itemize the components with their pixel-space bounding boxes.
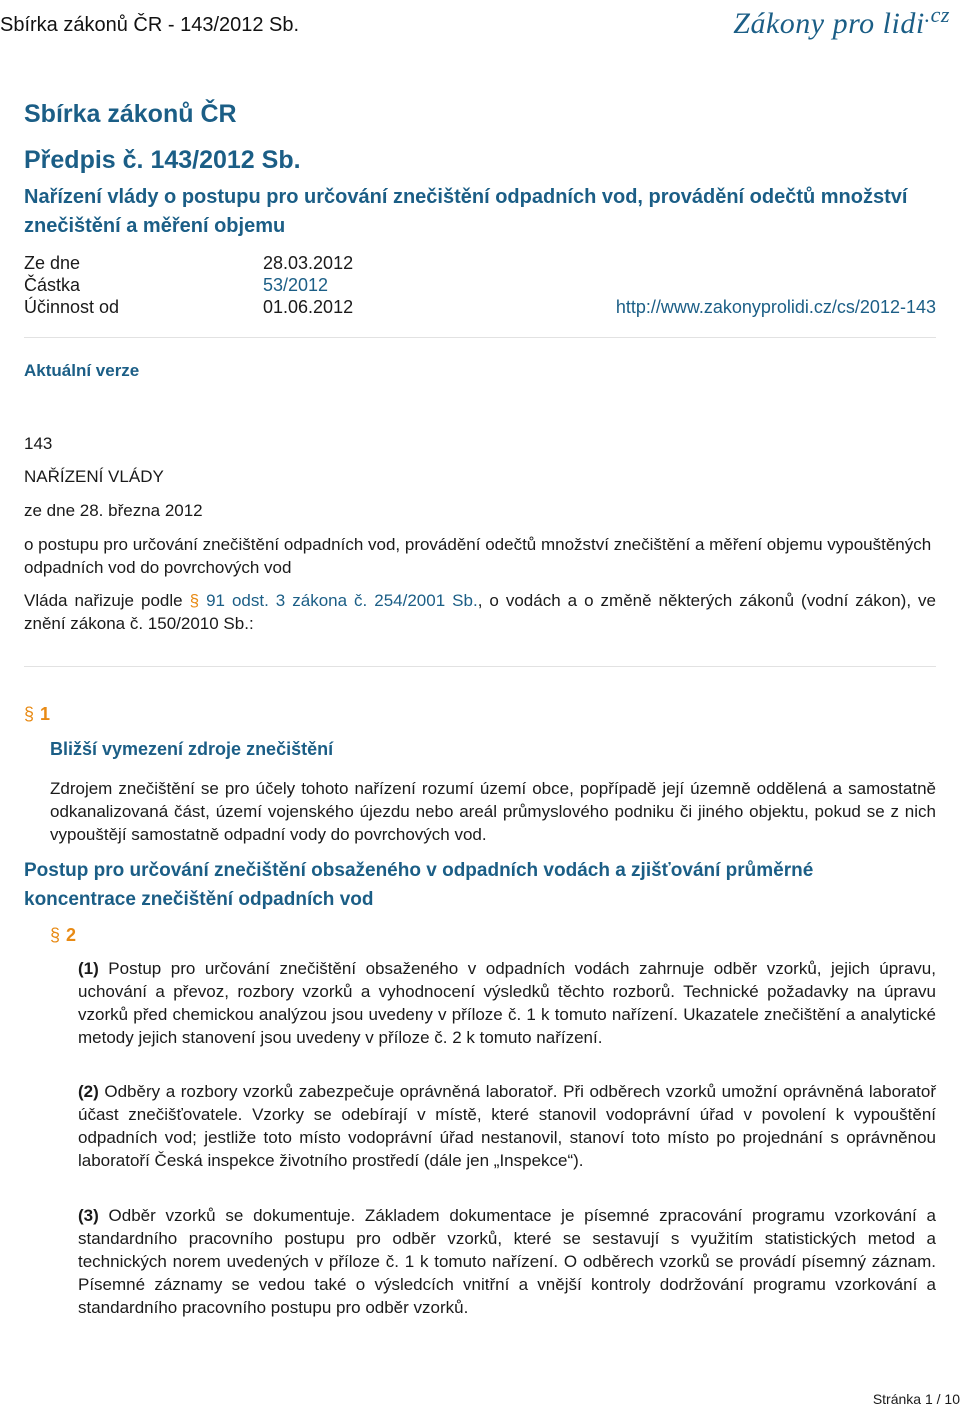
law-reference-link[interactable]: 91 odst. 3 zákona č. 254/2001 Sb. bbox=[206, 591, 478, 610]
enact-suffix: , o vodách a o změně některých zákonů (vodní zákon), ve znění zákona č. 150/2010 Sb.: bbox=[24, 591, 936, 633]
enact-prefix: Vláda nařizuje podle bbox=[24, 591, 183, 610]
meta-value: 28.03.2012 bbox=[263, 253, 354, 273]
paragraph-number: (3) bbox=[78, 1206, 99, 1225]
site-logo[interactable] bbox=[733, 2, 950, 41]
section-1-text: Zdrojem znečištění se pro účely tohoto nařízení rozumí území obce, popřípadě její územně oddělená a samostatně odkanalizovaná část, území vojenského újezdu nebo areál průmyslového podniku či jiného objektu, pokud se z nich vypouštějí samostatně odpadní vody do povrchových vod. bbox=[50, 779, 936, 844]
logo-text: Zákony pro lidi bbox=[733, 7, 925, 40]
source-url-link[interactable]: http://www.zakonyprolidi.cz/cs/2012-143 bbox=[615, 297, 936, 317]
section-sign-icon: § bbox=[24, 704, 35, 724]
section-1-number[interactable] bbox=[24, 704, 50, 725]
collection-title: Sbírka zákonů ČR bbox=[24, 100, 237, 128]
preamble-date: ze dne 28. března 2012 bbox=[24, 501, 203, 520]
preamble-number: 143 bbox=[24, 434, 53, 453]
regulation-number: Předpis č. 143/2012 Sb. bbox=[24, 146, 301, 174]
paragraph-number: (1) bbox=[78, 959, 99, 978]
preamble-type: NAŘÍZENÍ VLÁDY bbox=[24, 467, 164, 486]
paragraph-text: Odběr vzorků se dokumentuje. Základem dokumentace je písemné zpracování programu vzorkování a standardního pracovního postupu pro odběr vzorků, které se sestavují s využitím statistických metod a technických norem uvedených v příloze č. 1 k tomuto nařízení. O odběrech vzorků se provádí písemný záznam. Písemné záznamy se vedou také o výsledcích vnitřní a vnější kontroly dodržování programu vzorkování a standardního pracovního postupu pro odběr vzorků. bbox=[78, 1206, 936, 1317]
regulation-full-title: Nařízení vlády o postupu pro určování znečištění odpadních vod, provádění odečtů množství znečištění a měření objemu bbox=[24, 186, 908, 237]
section-number: 2 bbox=[66, 925, 77, 945]
divider bbox=[24, 337, 936, 338]
section-1-title: Bližší vymezení zdroje znečištění bbox=[50, 739, 334, 759]
section-2-number[interactable] bbox=[50, 925, 76, 946]
preamble-enacting-clause bbox=[24, 589, 936, 635]
window-title: Sbírka zákonů ČR - 143/2012 Sb. bbox=[0, 14, 300, 36]
section-number: 1 bbox=[40, 704, 51, 724]
version-label: Aktuální verze bbox=[24, 361, 140, 380]
meta-value: 01.06.2012 bbox=[263, 297, 354, 317]
amount-link[interactable]: 53/2012 bbox=[263, 275, 329, 295]
section-sign-icon: § bbox=[50, 925, 61, 945]
paragraph-2 bbox=[78, 1080, 936, 1172]
paragraph-text: Postup pro určování znečištění obsaženého v odpadních vodách zahrnuje odběr vzorků, jejich úpravu, uchování a převoz, rozbory vzorků a vyhodnocení výsledků těchto rozborů. Technické požadavky na úpravu vzorků před chemickou analýzou jsou uvedeny v příloze č. 1 k tomuto nařízení. Ukazatele znečištění a analytické metody jejich stanovení jsou uvedeny v příloze č. 2 k tomuto nařízení. bbox=[78, 959, 936, 1047]
paragraph-1 bbox=[78, 957, 936, 1049]
meta-label: Ze dne bbox=[24, 253, 81, 273]
page-indicator: Stránka 1 / 10 bbox=[872, 1391, 960, 1407]
paragraph-3 bbox=[78, 1204, 936, 1319]
meta-label: Částka bbox=[24, 275, 81, 295]
meta-effective bbox=[24, 297, 353, 318]
paragraph-text: Odběry a rozbory vzorků zabezpečuje oprávněná laboratoř. Při odběrech vzorků umožní oprávněná laboratoř účast znečišťovatele. Vzorky se odebírají v místě, které stanovil vodoprávní úřad v povolení k vypouštění odpadních vod; jestliže toto místo vodoprávní úřad nestanovil, stanoví toto místo po projednání s oprávněnou laboratoří Česká inspekce životního prostředí (dále jen „Inspekce“). bbox=[78, 1082, 936, 1170]
meta-date bbox=[24, 253, 353, 274]
meta-amount bbox=[24, 275, 328, 296]
section-sign-icon: § bbox=[189, 591, 200, 610]
paragraph-number: (2) bbox=[78, 1082, 99, 1101]
part-heading: Postup pro určování znečištění obsaženého v odpadních vodách a zjišťování průměrné koncentrace znečištění odpadních vod bbox=[24, 860, 814, 910]
logo-tld: .cz bbox=[924, 2, 950, 27]
divider bbox=[24, 666, 936, 667]
preamble-subject: o postupu pro určování znečištění odpadních vod, provádění odečtů množství znečištění a měření objemu vypouštěných odpadních vod do povrchových vod bbox=[24, 535, 932, 577]
meta-label: Účinnost od bbox=[24, 297, 120, 317]
